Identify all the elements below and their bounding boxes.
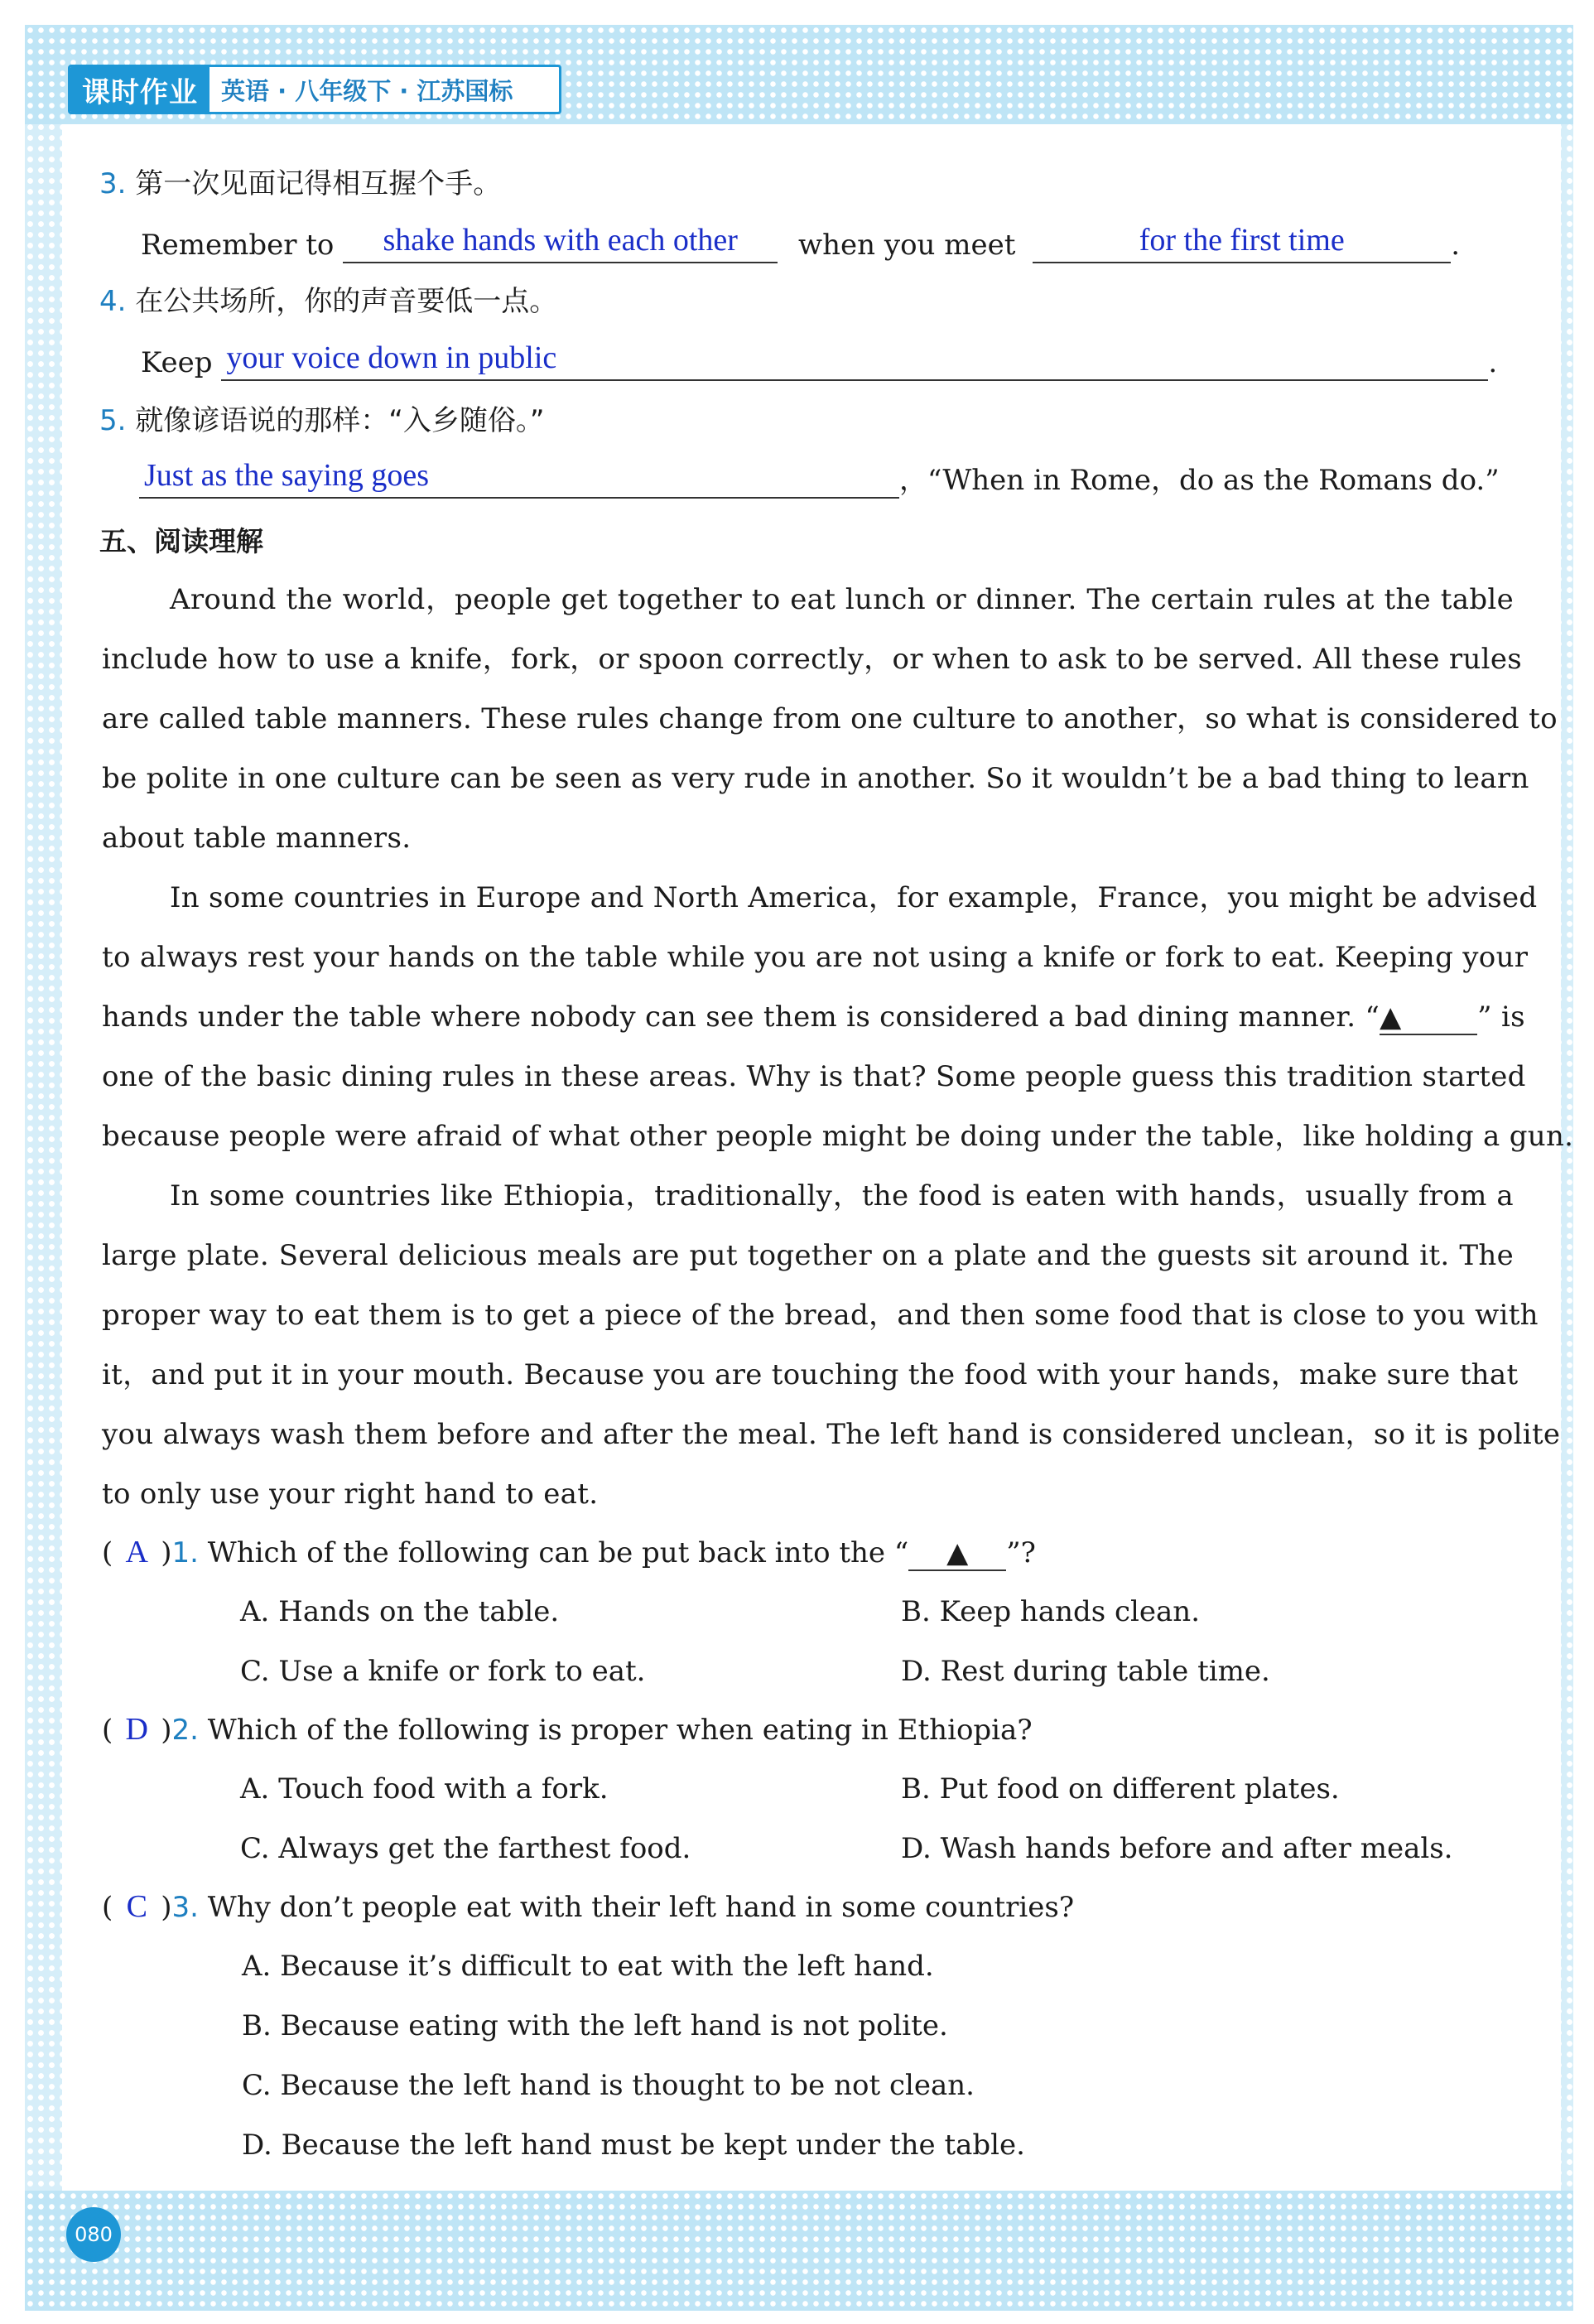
option[interactable]: C. Use a knife or fork to eat. xyxy=(240,1655,646,1688)
option[interactable]: D. Wash hands before and after meals. xyxy=(901,1832,1453,1865)
paragraph-line-with-blank: hands under the table where nobody can see them is considered a bad dining manner. “▲ ” is xyxy=(102,1000,1525,1034)
answer-choice[interactable]: C xyxy=(126,1889,147,1924)
answer-blank[interactable]: Just as the saying goes xyxy=(139,460,899,499)
reading-paragraph-2: In some countries in Europe and North America，for example，France，you might be advised to always rest your hands on the table while you are not using a knife or fork to eat. Keeping your hands under the table where nobody can see them is considered a bad dining manner. “▲ ” is one of the basic dining rules in these areas. Why is that? Some people guess this tradition started because people were afraid of what other people might be doing under the table，like holding a gun. xyxy=(102,881,1574,1153)
translation-item-5-line: Just as the saying goes ，“When in Rome，do as the Romans do.” xyxy=(139,460,1500,499)
translation-item-4-prompt: 4. 在公共场所，你的声音要低一点。 xyxy=(99,285,558,318)
option[interactable]: A. Hands on the table. xyxy=(240,1595,560,1628)
option[interactable]: B. Keep hands clean. xyxy=(901,1595,1201,1628)
option[interactable]: C. Because the left hand is thought to be not clean. xyxy=(242,2069,975,2102)
translation-item-5-prompt: 5. 就像谚语说的那样：“入乡随俗。” xyxy=(99,404,545,437)
question-1-stem: ( A )1. Which of the following can be put back into the “ ▲ ”? xyxy=(102,1535,1036,1569)
answer-blank[interactable]: for the first time xyxy=(1033,225,1451,263)
book-header xyxy=(68,65,561,114)
option[interactable]: A. Because it’s difficult to eat with the left hand. xyxy=(242,1950,934,1983)
answer-blank[interactable]: shake hands with each other xyxy=(343,225,778,263)
triangle-blank: ▲ xyxy=(1380,1000,1477,1035)
option[interactable]: D. Rest during table time. xyxy=(901,1655,1270,1688)
option[interactable]: D. Because the left hand must be kept under the table. xyxy=(242,2129,1025,2162)
translation-item-3-prompt: 3. 第一次见面记得相互握个手。 xyxy=(99,167,502,200)
translation-item-4-line: Keep your voice down in public . xyxy=(141,340,1498,379)
option[interactable]: A. Touch food with a fork. xyxy=(240,1772,609,1806)
option[interactable]: C. Always get the farthest food. xyxy=(240,1832,691,1865)
triangle-blank: ▲ xyxy=(908,1536,1006,1571)
option[interactable]: B. Put food on different plates. xyxy=(901,1772,1340,1806)
answer-choice[interactable]: A xyxy=(125,1535,148,1569)
book-logo: 课时作业 xyxy=(70,67,209,112)
reading-paragraph-1: Around the world，people get together to eat lunch or dinner. The certain rules at the table include how to use a knife，fork，or spoon correctly，or when to ask to be served. All these rules are called table manners. These rules change from one culture to another，so what is considered to be polite in one culture can be seen as very rude in another. So it wouldn’t be a bad thing to learn about table manners. xyxy=(102,583,1558,855)
translation-item-3-line: Remember to shake hands with each other when you meet for the first time . xyxy=(141,223,1461,262)
page-number: 080 xyxy=(66,2207,121,2262)
book-subtitle: 英语 · 八年级下 · 江苏国标 xyxy=(221,76,513,105)
answer-blank[interactable]: your voice down in public xyxy=(221,343,1488,381)
question-3-stem: ( C )3. Why don’t people eat with their left hand in some countries? xyxy=(102,1889,1075,1924)
option[interactable]: B. Because eating with the left hand is not polite. xyxy=(242,2009,948,2042)
section-title: 五、阅读理解 xyxy=(99,525,263,557)
question-2-stem: ( D )2. Which of the following is proper when eating in Ethiopia? xyxy=(102,1712,1033,1747)
answer-choice[interactable]: D xyxy=(125,1712,148,1747)
footer-band xyxy=(25,2191,1573,2311)
reading-paragraph-3: In some countries like Ethiopia，traditionally，the food is eaten with hands，usually from a large plate. Several delicious meals are put together on a plate and the guests sit around it. The proper way to eat them is to get a piece of the bread，and then some food that is close to you with it，and put it in your mouth. Because you are touching the food with your hands，make sure that you always wash them before and after the meal. The left hand is considered unclean，so it is polite to only use your right hand to eat. xyxy=(102,1179,1561,1511)
